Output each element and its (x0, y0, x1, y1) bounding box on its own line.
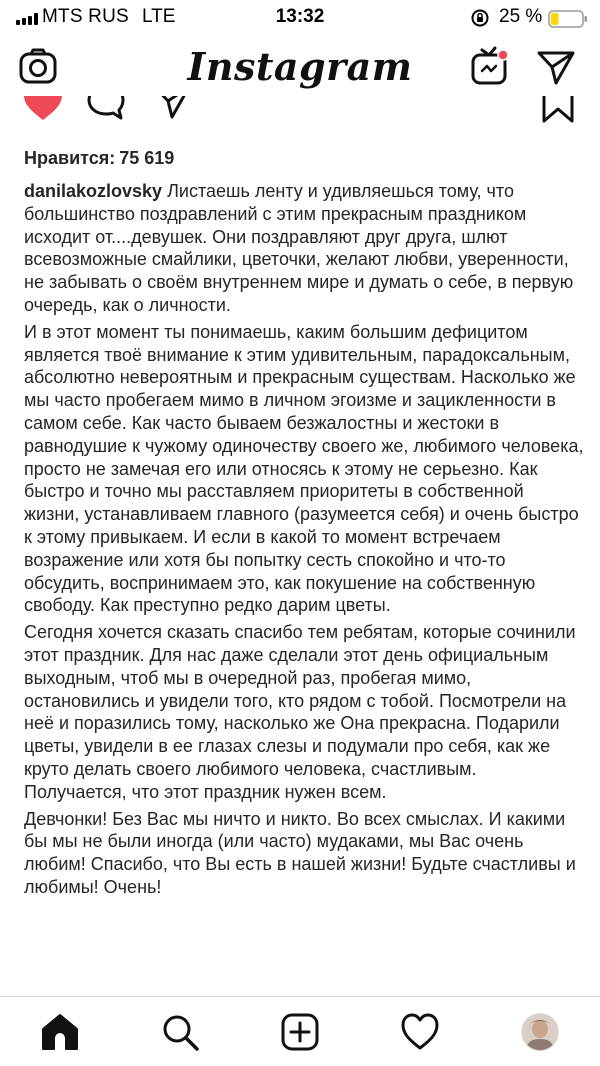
new-post-icon[interactable] (280, 1012, 320, 1052)
profile-avatar[interactable] (521, 1013, 559, 1051)
likes-count[interactable] (24, 148, 174, 169)
search-icon[interactable] (160, 1012, 200, 1052)
carrier-name: MTS RUS (42, 6, 129, 27)
battery-icon (548, 10, 588, 28)
post-action-row (0, 96, 600, 136)
caption-paragraph: И в этот момент ты понимаешь, каким большим дефицитом является твоё внимание к этим удивительным, парадоксальным, абсолютно невероятным и прекрасным существам. Насколько же мы часто пробегаем мимо в личном эгоизме и зацикленности в самом себе. Как часто бываем безжалостны и жестоки в равнодушие к чужому одиночеству своего же, любимого человека, просто не замечая его или относясь к этому не серьезно. Как быстро и точно мы расставляем приоритеты в собственной жизни, устанавливаем главного (разумеется себя) и очень быстро к этому привыкаем. И если в какой то момент встречаем возражение или хотя бы попытку сесть спокойно и что-то обсудить, воспринимаем это, как покушение на собственную свободу. Как преступно редко дарим цветы. (24, 321, 584, 616)
caption-paragraph: Сегодня хочется сказать спасибо тем ребятам, которые сочинили этот праздник. Для нас даже сделали этот день официальным выходным, чтоб мы в очередной раз, пробегая мимо, остановились и увидели того, кто рядом с тобой. Посмотрели на неё и поразились тому, насколько же Она прекрасна. Подарили цветы, увидели в ее глазах слезы и подумали про себя, как же круто делать своего любимого человека, счастливым. Получается, что этот праздник нужен всем. (24, 622, 576, 802)
notification-dot (498, 50, 508, 60)
caption-paragraph: Девчонки! Без Вас мы ничто и никто. Во всех смыслах. И какими бы мы не были иногда (или часто) мудаками, мы Вас очень любим! Спасибо, что Вы есть в нашей жизни! Будьте счастливы и любимы! Очень! (24, 808, 576, 897)
network-type: LTE (142, 6, 176, 27)
caption-paragraph (24, 180, 584, 317)
likes-number: 75 619 (119, 148, 175, 168)
like-heart-icon[interactable] (22, 96, 64, 122)
caption-text: Листаешь ленту и удивляешься тому, что большинство поздравлений с этим прекрасным праздником исходит от....девушек. Они поздравляют друг друга, шлют всевозможные смайлики, цветочки, желают любви, уверенности, не забывать о своём внутреннем мире и думать о себе, в первую очередь, как о личности. (24, 181, 574, 315)
activity-icon[interactable] (400, 1012, 440, 1052)
likes-label: Нравится: (24, 148, 116, 168)
share-icon[interactable] (152, 96, 192, 122)
instagram-logo: Instagram (187, 44, 413, 89)
bookmark-icon[interactable] (540, 96, 576, 124)
status-bar (0, 0, 600, 36)
battery-percentage: 25 % (499, 6, 543, 27)
direct-message-icon[interactable] (536, 48, 576, 86)
status-time: 13:32 (275, 6, 325, 27)
app-header (0, 36, 600, 96)
igtv-icon[interactable] (470, 46, 510, 86)
comment-icon[interactable] (86, 96, 126, 122)
orientation-lock-icon (470, 8, 490, 28)
caption-username[interactable]: danilakozlovsky (24, 181, 163, 201)
home-icon[interactable] (40, 1012, 80, 1052)
post-caption (24, 180, 584, 998)
bottom-tab-bar (0, 996, 600, 1066)
